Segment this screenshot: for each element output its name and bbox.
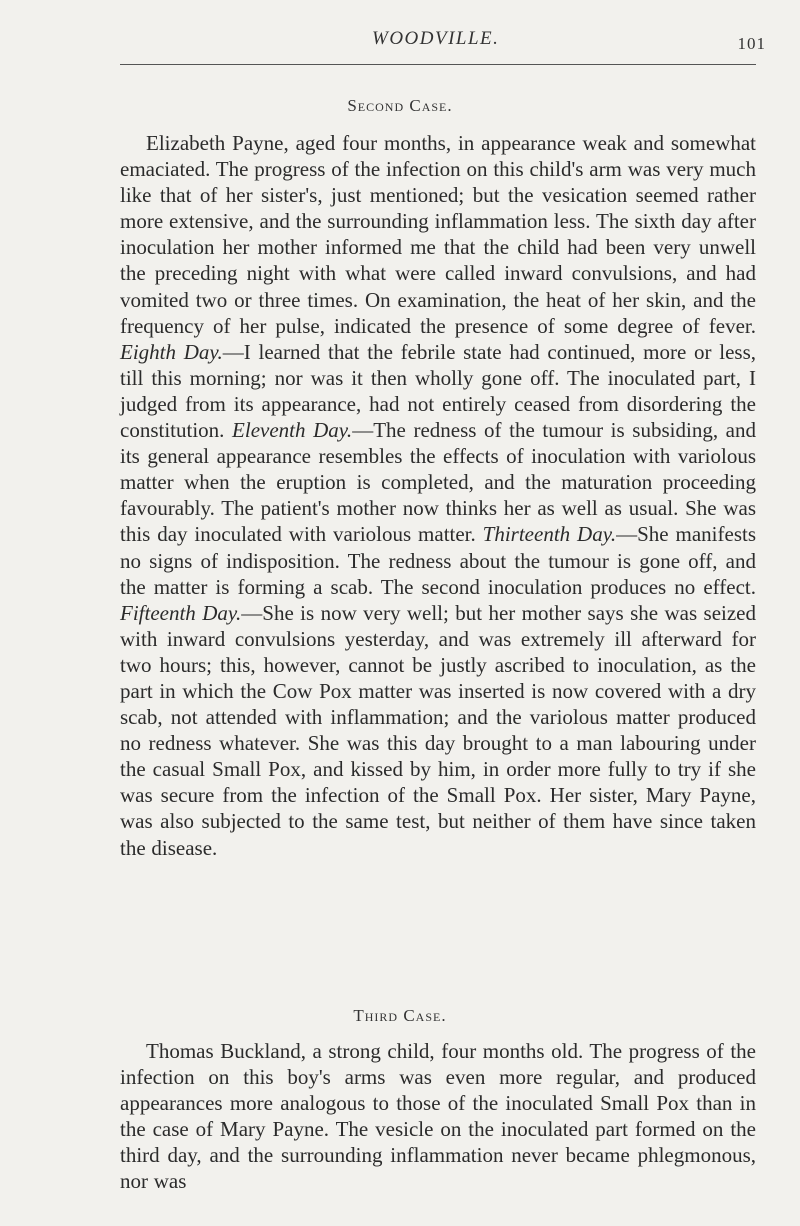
third-case-paragraph bbox=[120, 1038, 756, 1195]
section-heading-third-case: Third Case. bbox=[353, 1006, 447, 1025]
running-head bbox=[0, 28, 800, 52]
text-run: —I learned that the febrile state had continued, more or less, till this morning; nor was it then wholly gone off. The inoculated part, I judged from its appearance, had not entirely ceased from disordering the constitution. bbox=[120, 339, 756, 443]
page-number: 101 bbox=[737, 34, 766, 53]
day-marker: Eleventh Day. bbox=[232, 418, 353, 443]
text-run: Elizabeth Payne, aged four months, in appearance weak and somewhat emaciated. The progress of the infection on this child's arm was very much like that of her sister's, just mentioned; but the vesication seemed rather more extensive, and the surrounding inflammation less. The sixth day after inoculation her mother informed me that the child had been very unwell the preceding night with what were called inward convulsions, and had vomited two or three times. On examination, the heat of her skin, and the frequency of her pulse, indicated the presence of some degree of fever. bbox=[120, 131, 756, 338]
section-heading-second-case: Second Case. bbox=[347, 96, 453, 115]
header-rule bbox=[120, 64, 756, 65]
text-run: Thomas Buckland, a strong child, four months old. The progress of the infection on this boy's arms was even more regular, and produced appearances more analogous to those of the inoculated Small Pox than in the case of Mary Payne. The vesicle on the inoculated part formed on the third day, and the surrounding inflammation never became phlegmonous, nor was bbox=[120, 1039, 756, 1194]
text-run: —She manifests no signs of indisposition. The redness about the tumour is gone off, and the matter is forming a scab. The second inoculation produces no effect. bbox=[120, 522, 756, 599]
day-marker: Fifteenth Day. bbox=[120, 600, 242, 625]
text-run: —The redness of the tumour is subsiding, and its general appearance resembles the effects of inoculation with variolous matter when the eruption is completed, and the maturation proceeding favourably. The patient's mother now thinks her as well as usual. She was this day inoculated with variolous matter. bbox=[120, 418, 756, 547]
running-title: WOODVILLE. bbox=[372, 28, 500, 49]
day-marker: Eighth Day. bbox=[120, 339, 223, 364]
day-marker: Thirteenth Day. bbox=[482, 522, 617, 547]
text-run: —She is now very well; but her mother says she was seized with inward convulsions yesterday, and was extremely ill afterward for two hours; this, however, cannot be justly ascribed to inoculation, as the part in which the Cow Pox matter was inserted is now covered with a dry scab, not attended with inflammation; and the variolous matter produced no redness whatever. She was this day brought to a man labouring under the casual Small Pox, and kissed by him, in order more fully to try if she was secure from the infection of the Small Pox. Her sister, Mary Payne, was also subjected to the same test, but neither of them have since taken the disease. bbox=[120, 600, 756, 860]
second-case-paragraph bbox=[120, 130, 756, 861]
